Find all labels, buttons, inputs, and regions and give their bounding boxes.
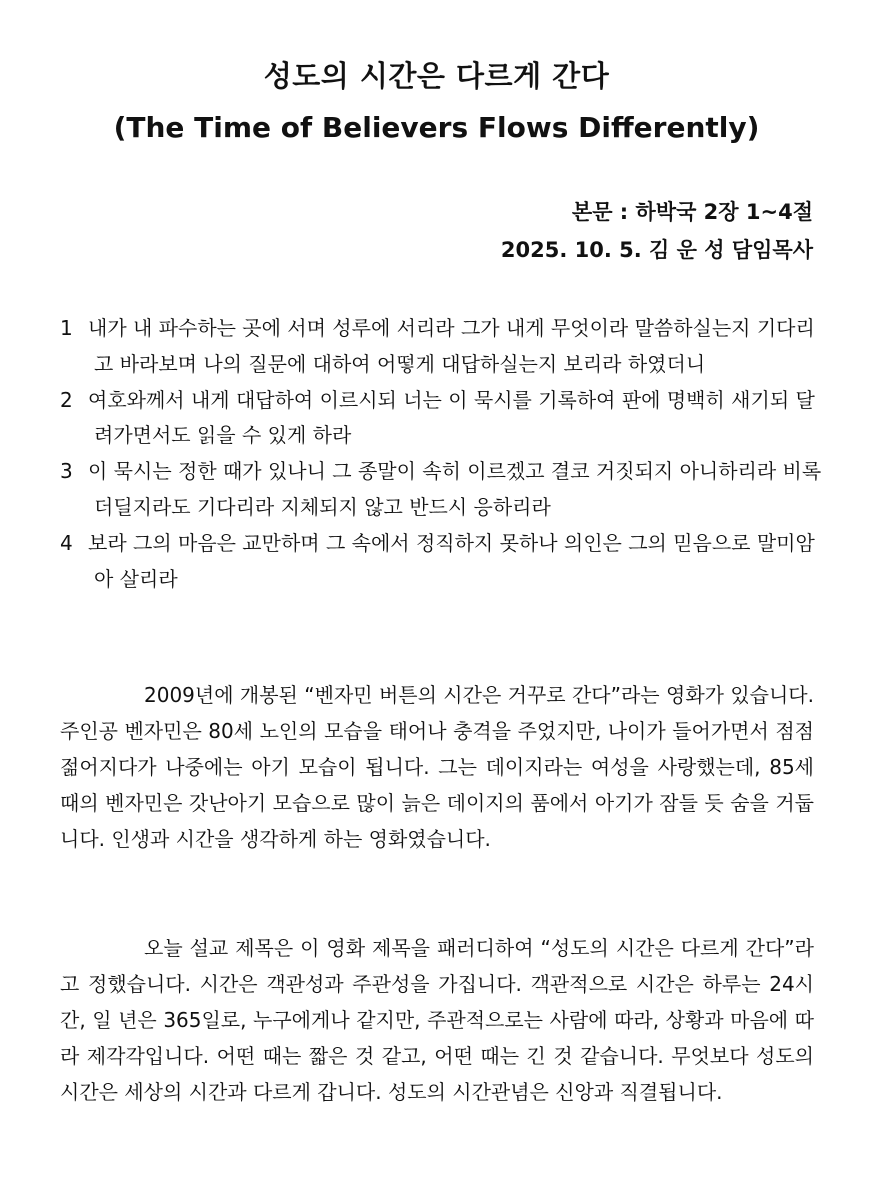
verse-text: 여호와께서 내게 대답하여 이르시되 너는 이 묵시를 기록하여 판에 명백히 새기되 달려가면서도 읽을 수 있게 하라 (88, 387, 815, 448)
verse-text: 내가 내 파수하는 곳에 서며 성루에 서리라 그가 내게 무엇이라 말씀하실는지 기다리고 바라보며 나의 질문에 대하여 어떻게 대답하실는지 보리라 하였더니 (88, 316, 815, 376)
sermon-meta (501, 193, 813, 269)
verse-item (60, 311, 830, 383)
verse-text: 보라 그의 마음은 교만하며 그 속에서 정직하지 못하나 의인은 그의 믿음으로 말미암아 살리라 (88, 530, 815, 591)
verse-item (60, 383, 830, 455)
scripture-verses (60, 311, 830, 597)
title-block (0, 52, 873, 152)
date-author: 2025. 10. 5. 김 운 성 담임목사 (500, 238, 813, 262)
title-english: (The Time of Believers Flows Differently) (113, 111, 760, 144)
verse-number: 4 (60, 530, 73, 555)
verse-item (60, 454, 830, 526)
title-korean: 성도의 시간은 다르게 간다 (263, 59, 610, 93)
body-paragraph-2: 오늘 설교 제목은 이 영화 제목을 패러디하여 “성도의 시간은 다르게 간다”라고 정했습니다. 시간은 객관성과 주관성을 가집니다. 객관적으로 시간은 하루는 24시간, 일 년은 365일로, 누구에게나 같지만, 주관적으로는 사람에 따라, 상황과 마음에 따라 제각각입니다. 어떤 때는 짧은 것 같고, 어떤 때는 긴 것 같습니다. 무엇보다 성도의 시간은 세상의 시간과 다르게 갑니다. 성도의 시간관념은 신앙과 직결됩니다. (60, 936, 814, 1104)
scripture-reference: 본문 : 하박국 2장 1~4절 (571, 200, 813, 224)
verse-item (60, 526, 830, 598)
verse-number: 2 (60, 387, 73, 412)
verse-number: 3 (60, 459, 73, 484)
body-paragraph-1: 2009년에 개봉된 “벤자민 버튼의 시간은 거꾸로 간다”라는 영화가 있습니다. 주인공 벤자민은 80세 노인의 모습을 태어나 충격을 주었지만, 나이가 들어가면서 점점 젊어지다가 나중에는 아기 모습이 됩니다. 그는 데이지라는 여성을 사랑했는데, 85세 때의 벤자민은 갓난아기 모습으로 많이 늙은 데이지의 품에서 아기가 잠들 듯 숨을 거둡니다. 인생과 시간을 생각하게 하는 영화였습니다. (60, 683, 814, 851)
verse-number: 1 (60, 316, 73, 340)
verse-text: 이 묵시는 정한 때가 있나니 그 종말이 속히 이르겠고 결코 거짓되지 아니하리라 비록 더딜지라도 기다리라 지체되지 않고 반드시 응하리라 (88, 459, 822, 519)
